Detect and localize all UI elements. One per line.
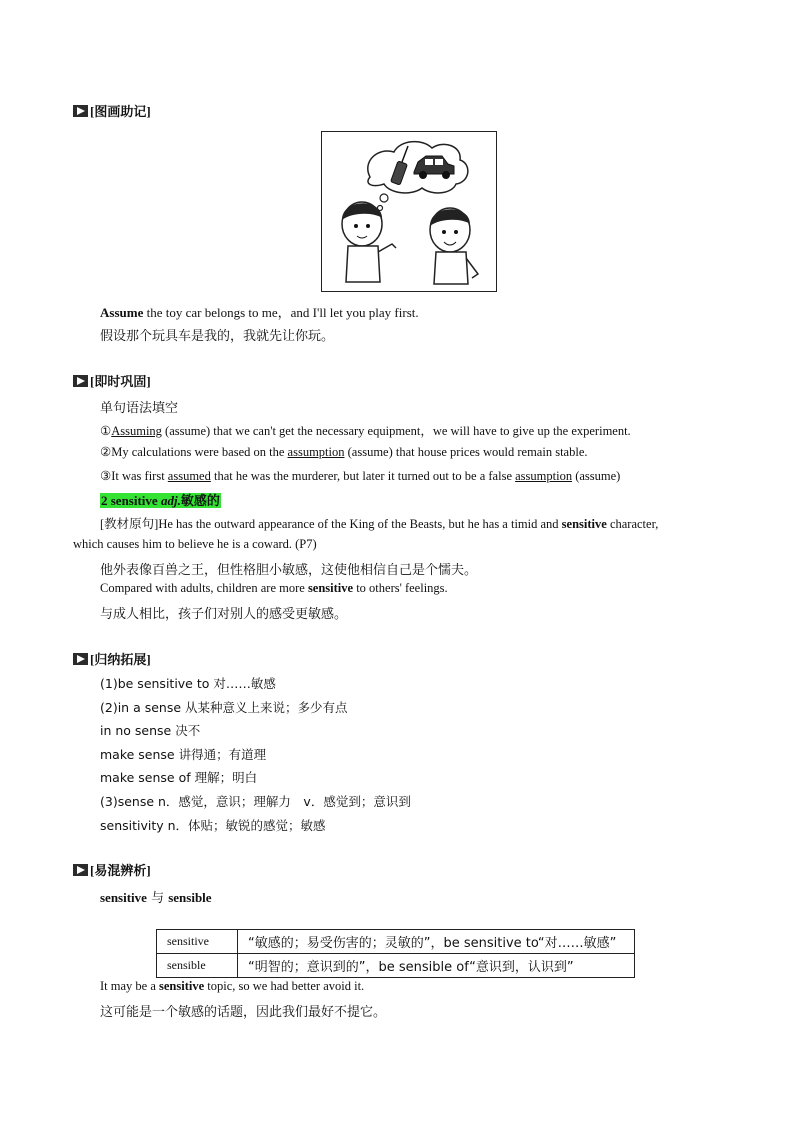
- question-2: [100, 444, 588, 460]
- confusion-subtitle: [100, 887, 212, 906]
- source-sentence-line2: which causes him to believe he is a coward. (P7): [73, 537, 317, 551]
- summary-line: in no sense 决不: [100, 723, 201, 738]
- table-cell-word: sensible: [157, 954, 238, 978]
- section-heading-summary: [73, 649, 151, 668]
- section-heading-practice: [73, 371, 151, 390]
- question-3: [100, 468, 620, 484]
- play-triangle-icon: [73, 653, 88, 665]
- q3-suffix: (assume): [572, 469, 621, 483]
- source-line1-a: [教材原句]He has the outward appearance of the King of the Beasts, but he has a timid and: [100, 517, 562, 531]
- q2-answer: assumption: [287, 445, 345, 459]
- summary-heading-text: [归纳拓展]: [90, 652, 151, 667]
- vocab-meaning: 敏感的: [180, 494, 220, 509]
- memory-example-cn: 假设那个玩具车是我的，我就先让你玩。: [100, 329, 335, 344]
- source-line1-bold: sensitive: [561, 517, 607, 531]
- q2-rest: (assume) that house prices would remain stable.: [344, 445, 588, 459]
- table-cell-word: sensitive: [157, 930, 238, 954]
- memory-example-rest: the toy car belongs to me，and I'll let you play first.: [143, 305, 419, 320]
- source-sentence-cn: 他外表像百兽之王，但性格胆小敏感，这使他相信自己是个懦夫。: [100, 563, 478, 578]
- table-row: [157, 954, 635, 978]
- confusion-word-a: sensitive: [100, 890, 147, 905]
- practice-instruction: 单句语法填空: [100, 401, 179, 416]
- question-1: [100, 421, 631, 439]
- confusion-example-en: [100, 979, 364, 994]
- source-line1-b: character,: [606, 517, 659, 531]
- memory-heading-text: [图画助记]: [90, 104, 151, 119]
- confusion-example-b: topic, so we had better avoid it.: [204, 979, 365, 993]
- memory-example-en: [100, 302, 419, 321]
- vocab-example-bold: sensitive: [307, 581, 354, 595]
- summary-line: make sense 讲得通；有道理: [100, 747, 267, 762]
- summary-line: (1)be sensitive to 对……敏感: [100, 676, 276, 691]
- cartoon-drawing: [322, 132, 496, 291]
- play-triangle-icon: [73, 105, 88, 117]
- table-cell-meaning: “明智的；意识到的”，be sensible of“意识到，认识到”: [238, 954, 635, 978]
- memory-example-bold: Assume: [100, 305, 144, 320]
- q3-answer-1: assumed: [167, 469, 211, 483]
- q3-answer-2: assumption: [515, 469, 573, 483]
- play-triangle-icon: [73, 375, 88, 387]
- confusion-connector: 与: [146, 891, 169, 906]
- vocab-title: [100, 490, 221, 509]
- confusion-word-b: sensible: [168, 890, 212, 905]
- confusion-example-cn: 这可能是一个敏感的话题，因此我们最好不提它。: [100, 1005, 387, 1020]
- vocab-title-highlight: [100, 493, 221, 508]
- q3-prefix: ③It was first: [100, 469, 168, 483]
- table-row: [157, 930, 635, 954]
- q2-prefix: ②My calculations were based on the: [100, 445, 288, 459]
- confusion-example-bold: sensitive: [159, 979, 205, 993]
- summary-line: sensitivity n．体贴；敏锐的感觉；敏感: [100, 818, 326, 833]
- confusion-heading-text: [易混辨析]: [90, 863, 151, 878]
- vocab-pos: adj.: [160, 493, 181, 508]
- comparison-table: [156, 929, 635, 978]
- section-heading-memory: [73, 101, 151, 120]
- q3-middle: that he was the murderer, but later it turned out to be a false: [210, 469, 516, 483]
- q1-rest: (assume) that we can't get the necessary equipment，we will have to give up the experiment.: [161, 424, 631, 438]
- cartoon-illustration: [321, 131, 497, 292]
- vocab-example-a: Compared with adults, children are more: [100, 581, 308, 595]
- confusion-example-a: It may be a: [100, 979, 160, 993]
- source-sentence-line1: [100, 514, 658, 532]
- q1-answer: Assuming: [111, 424, 162, 438]
- vocab-example-b: to others' feelings.: [353, 581, 448, 595]
- vocab-word: 2 sensitive: [101, 493, 161, 508]
- section-heading-confusion: [73, 860, 151, 879]
- vocab-example-cn: 与成人相比，孩子们对别人的感受更敏感。: [100, 607, 348, 622]
- summary-line: (3)sense n．感觉，意识；理解力 v．感觉到；意识到: [100, 794, 411, 809]
- summary-line: (2)in a sense 从某种意义上来说；多少有点: [100, 700, 348, 715]
- play-triangle-icon: [73, 864, 88, 876]
- table-cell-meaning: “敏感的；易受伤害的；灵敏的”，be sensitive to“对……敏感”: [238, 930, 635, 954]
- q1-number: ①: [100, 424, 112, 438]
- practice-heading-text: [即时巩固]: [90, 374, 151, 389]
- vocab-example-en: [100, 581, 448, 596]
- summary-line: make sense of 理解；明白: [100, 770, 258, 785]
